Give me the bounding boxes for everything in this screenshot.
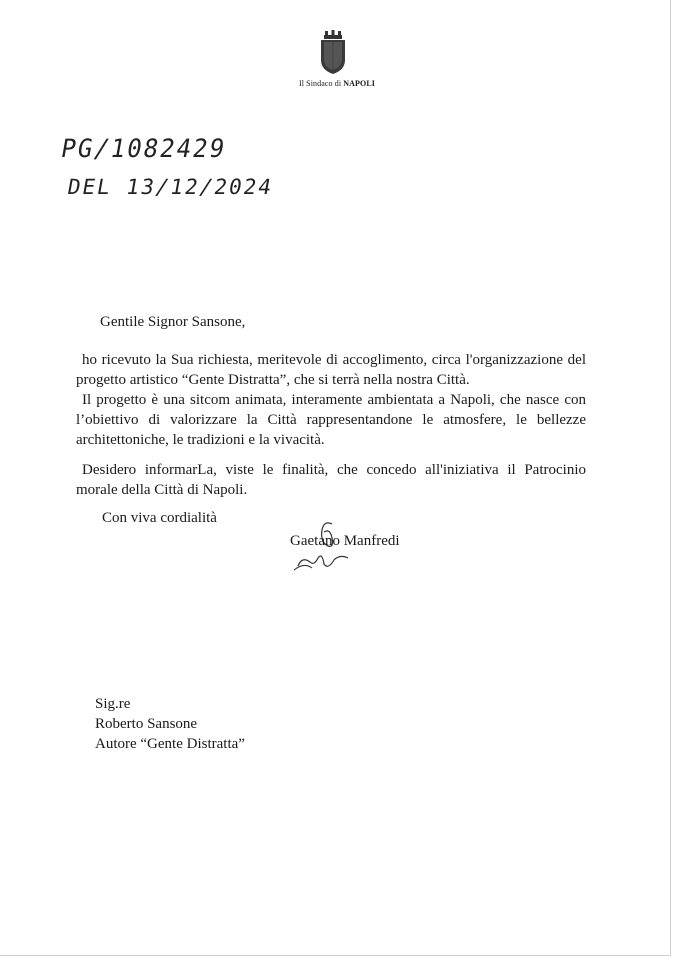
recipient-name: Roberto Sansone	[95, 716, 198, 732]
recipient-role: Autore “Gente Distratta”	[95, 736, 245, 752]
city-crest-icon	[318, 30, 348, 74]
paragraph-patronage	[76, 460, 586, 500]
paragraph-text: Desidero informarLa, viste le finalità, che concedo all'iniziativa il Patrocinio morale della Città di Napoli.	[76, 462, 586, 498]
recipient-title: Sig.re	[95, 696, 131, 712]
issuer-line	[0, 79, 670, 88]
signatory-name: Gaetano Manfredi	[290, 533, 400, 549]
paragraph-text: ho ricevuto la Sua richiesta, meritevole di accoglimento, circa l'organizzazione del progetto artistico “Gente Distratta”, che si terrà nella nostra Città.	[76, 352, 586, 388]
closing: Con viva cordialità	[102, 510, 217, 526]
paragraph-text: Il progetto è una sitcom animata, interamente ambientata a Napoli, che nasce con l’obiettivo di valorizzare la Città rappresentandone le atmosfere, le bellezze architettoniche, le tradizioni e la vivacità.	[76, 392, 586, 448]
issuer-city: NAPOLI	[343, 79, 375, 88]
protocol-date: DEL 13/12/2024	[65, 175, 276, 199]
paragraph-project	[76, 390, 586, 450]
paragraph-request	[76, 350, 586, 390]
issuer-prefix: Il Sindaco di	[298, 79, 342, 88]
salutation: Gentile Signor Sansone,	[100, 314, 246, 330]
protocol-number: PG/1082429	[58, 134, 229, 164]
